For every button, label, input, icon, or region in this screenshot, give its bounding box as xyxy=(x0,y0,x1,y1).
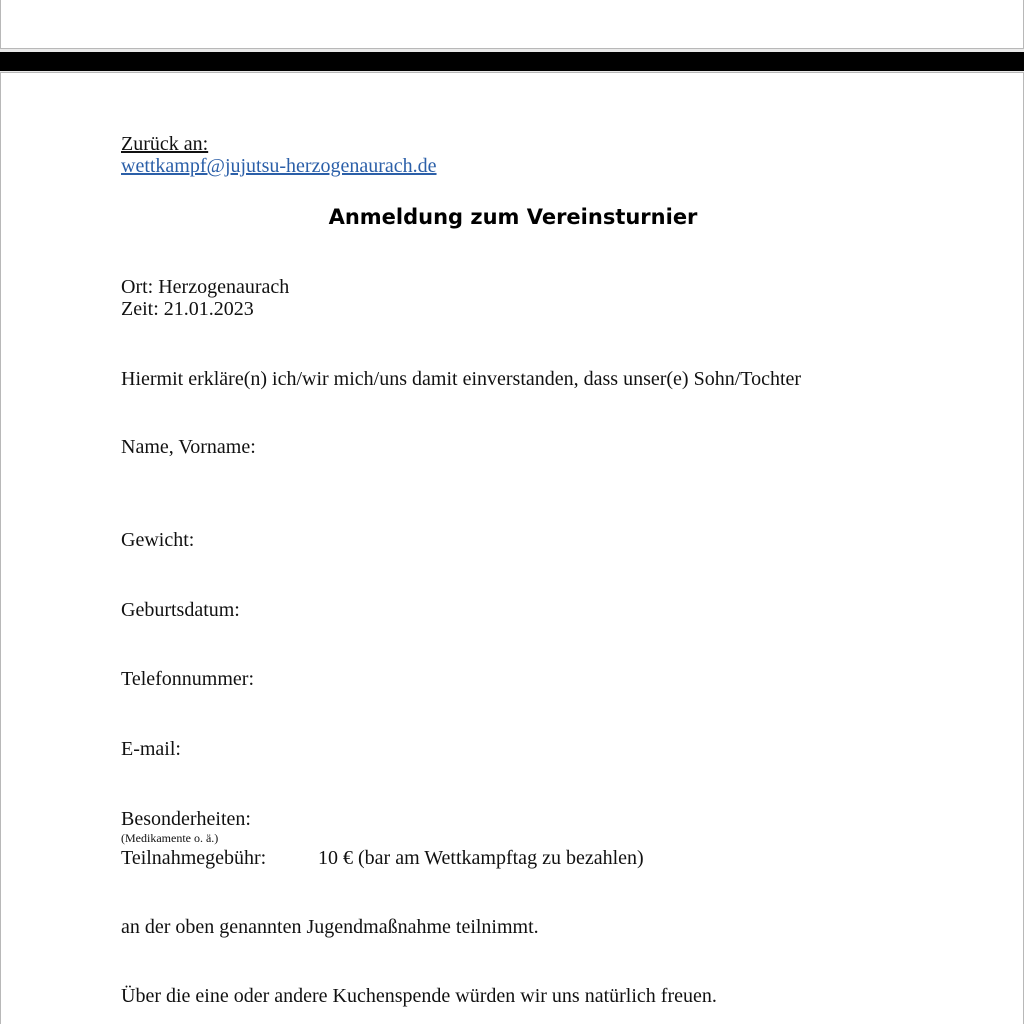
return-email-link[interactable]: wettkampf@jujutsu-herzogenaurach.de xyxy=(121,155,437,177)
page-title: Anmeldung zum Vereinsturnier xyxy=(328,205,698,229)
weight-field-label: Gewicht: xyxy=(121,529,195,551)
special-field-note: (Medikamente o. ä.) xyxy=(121,831,219,845)
return-label: Zurück an: xyxy=(121,133,209,155)
participation-text: an der oben genannten Jugendmaßnahme teilnimmt. xyxy=(121,916,539,938)
birthdate-field-label: Geburtsdatum: xyxy=(121,599,240,621)
time-line: Zeit: 21.01.2023 xyxy=(121,298,254,320)
location-line: Ort: Herzogenaurach xyxy=(121,276,290,298)
email-field-label: E-mail: xyxy=(121,738,181,760)
fee-value: 10 € (bar am Wettkampftag zu bezahlen) xyxy=(318,847,644,869)
cake-donation-text: Über die eine oder andere Kuchenspende würden wir uns natürlich freuen. xyxy=(121,985,717,1007)
fee-label: Teilnahmegebühr: xyxy=(121,847,267,869)
phone-field-label: Telefonnummer: xyxy=(121,668,254,690)
consent-text: Hiermit erkläre(n) ich/wir mich/uns damit einverstanden, dass unser(e) Sohn/Tochter xyxy=(121,368,802,390)
name-field-label: Name, Vorname: xyxy=(121,436,256,458)
document-page xyxy=(0,72,1024,1024)
special-field-label: Besonderheiten: xyxy=(121,808,251,830)
page-separator xyxy=(0,52,1024,71)
previous-page xyxy=(0,0,1024,49)
